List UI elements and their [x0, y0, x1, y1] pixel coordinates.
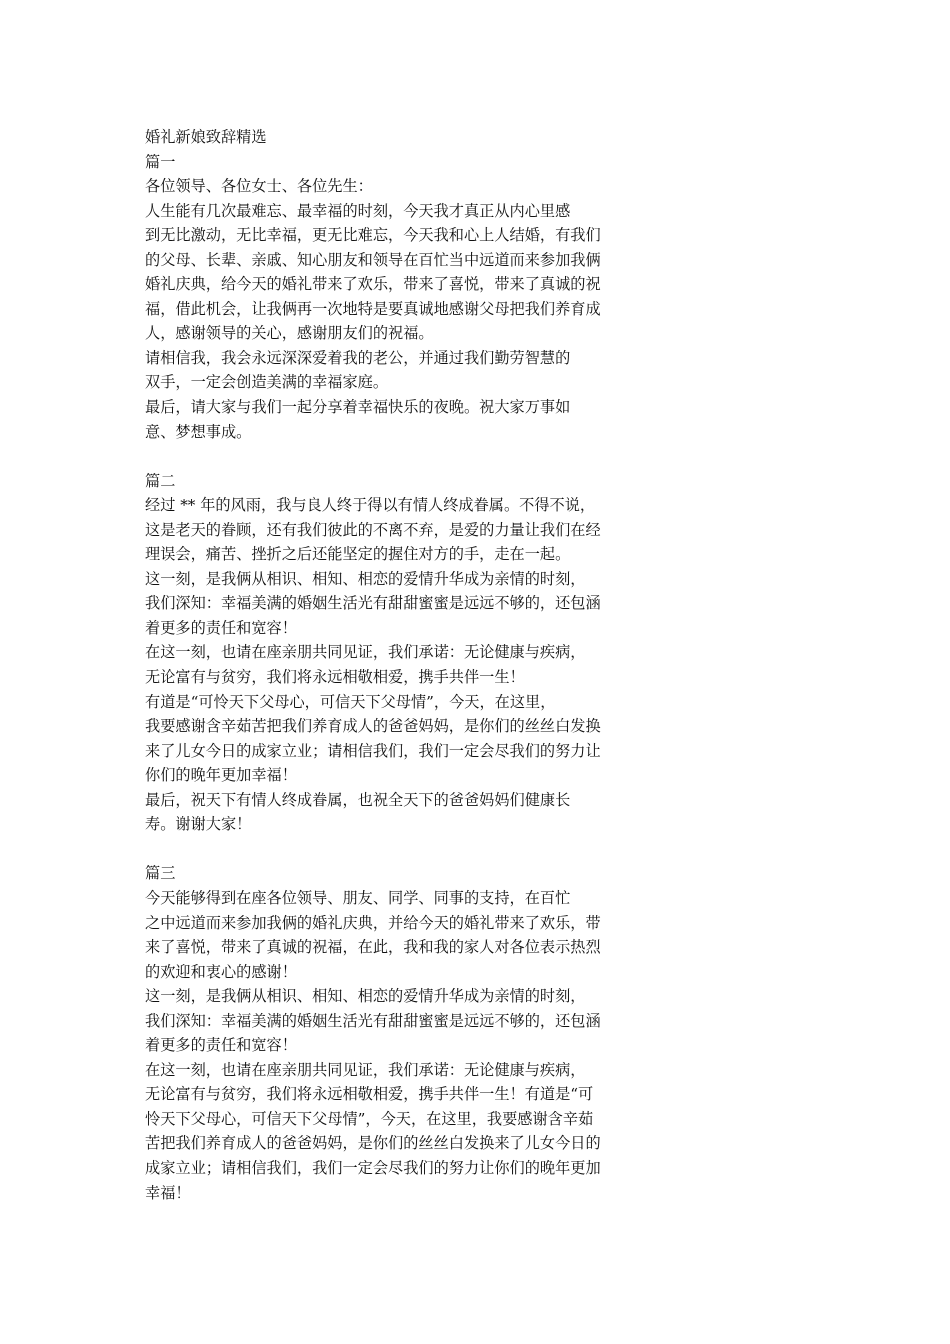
paragraph-line: 在这一刻，也请在座亲朋共同见证，我们承诺：无论健康与疾病，	[145, 643, 586, 662]
paragraph-line: 的父母、长辈、亲戚、知心朋友和领导在百忙当中远道而来参加我俩	[145, 250, 601, 269]
paragraph-line: 我要感谢含辛茹苦把我们养育成人的爸爸妈妈，是你们的丝丝白发换	[145, 717, 601, 736]
section-heading: 篇一	[145, 152, 176, 171]
paragraph-line: 苦把我们养育成人的爸爸妈妈，是你们的丝丝白发换来了儿女今日的	[145, 1134, 601, 1153]
section-spacer	[145, 837, 665, 862]
paragraph-line: 经过 ** 年的风雨，我与良人终于得以有情人终成眷属。不得不说，	[145, 496, 596, 515]
paragraph-line: 请相信我，我会永远深深爱着我的老公，并通过我们勤劳智慧的	[145, 348, 571, 367]
paragraph-line: 双手，一定会创造美满的幸福家庭。	[145, 373, 388, 392]
paragraph-line: 之中远道而来参加我俩的婚礼庆典，并给今天的婚礼带来了欢乐，带	[145, 913, 601, 932]
paragraph-line: 你们的晚年更加幸福！	[145, 766, 297, 785]
paragraph-line: 来了喜悦，带来了真诚的祝福，在此，我和我的家人对各位表示热烈	[145, 938, 601, 957]
document-title: 婚礼新娘致辞精选	[145, 128, 267, 146]
paragraph-line: 我们深知：幸福美满的婚姻生活光有甜甜蜜蜜是远远不够的，还包涵	[145, 1011, 601, 1030]
paragraph-line: 在这一刻，也请在座亲朋共同见证，我们承诺：无论健康与疾病，	[145, 1060, 586, 1079]
document-page	[145, 125, 665, 1205]
paragraph-line: 无论富有与贫穷，我们将永远相敬相爱，携手共伴一生！	[145, 668, 525, 687]
paragraph-line: 这一刻，是我俩从相识、相知、相恋的爱情升华成为亲情的时刻，	[145, 987, 586, 1006]
paragraph-line: 怜天下父母心，可信天下父母情”，今天，在这里，我要感谢含辛茹	[145, 1109, 594, 1128]
paragraph-line: 人生能有几次最难忘、最幸福的时刻，今天我才真正从内心里感	[145, 201, 571, 220]
paragraph-line: 人，感谢领导的关心，感谢朋友们的祝福。	[145, 324, 434, 343]
paragraph-line: 幸福！	[145, 1183, 191, 1202]
paragraph-line: 无论富有与贫穷，我们将永远相敬相爱，携手共伴一生！有道是“可	[145, 1085, 594, 1104]
paragraph-line: 着更多的责任和宽容！	[145, 1036, 297, 1055]
paragraph-line: 成家立业；请相信我们，我们一定会尽我们的努力让你们的晚年更加	[145, 1158, 601, 1177]
paragraph-line: 着更多的责任和宽容！	[145, 618, 297, 637]
paragraph-line: 来了儿女今日的成家立业；请相信我们，我们一定会尽我们的努力让	[145, 741, 601, 760]
paragraph-line: 最后，请大家与我们一起分享着幸福快乐的夜晚。祝大家万事如	[145, 398, 571, 417]
paragraph-line: 今天能够得到在座各位领导、朋友、同学、同事的支持，在百忙	[145, 888, 571, 907]
section-spacer	[145, 444, 665, 469]
paragraph-line: 各位领导、各位女士、各位先生：	[145, 177, 373, 196]
paragraph-line: 福，借此机会，让我俩再一次地特是要真诚地感谢父母把我们养育成	[145, 299, 601, 318]
paragraph-line: 最后，祝天下有情人终成眷属，也祝全天下的爸爸妈妈们健康长	[145, 790, 571, 809]
paragraph-line: 理误会，痛苦、挫折之后还能坚定的握住对方的手，走在一起。	[145, 545, 571, 564]
paragraph-line: 我们深知：幸福美满的婚姻生活光有甜甜蜜蜜是远远不够的，还包涵	[145, 594, 601, 613]
paragraph-line: 寿。谢谢大家！	[145, 815, 252, 834]
section-heading: 篇二	[145, 471, 176, 490]
paragraph-line: 到无比激动，无比幸福，更无比难忘，今天我和心上人结婚，有我们	[145, 226, 601, 245]
section-heading: 篇三	[145, 864, 176, 883]
paragraph-line: 这一刻，是我俩从相识、相知、相恋的爱情升华成为亲情的时刻，	[145, 569, 586, 588]
paragraph-line: 婚礼庆典，给今天的婚礼带来了欢乐，带来了喜悦，带来了真诚的祝	[145, 275, 601, 294]
paragraph-line: 这是老天的眷顾，还有我们彼此的不离不弃，是爱的力量让我们在经	[145, 520, 601, 539]
paragraph-line: 意、梦想事成。	[145, 422, 252, 441]
paragraph-line: 的欢迎和衷心的感谢！	[145, 962, 297, 981]
paragraph-line: 有道是“可怜天下父母心，可信天下父母情”，今天，在这里，	[145, 692, 556, 711]
